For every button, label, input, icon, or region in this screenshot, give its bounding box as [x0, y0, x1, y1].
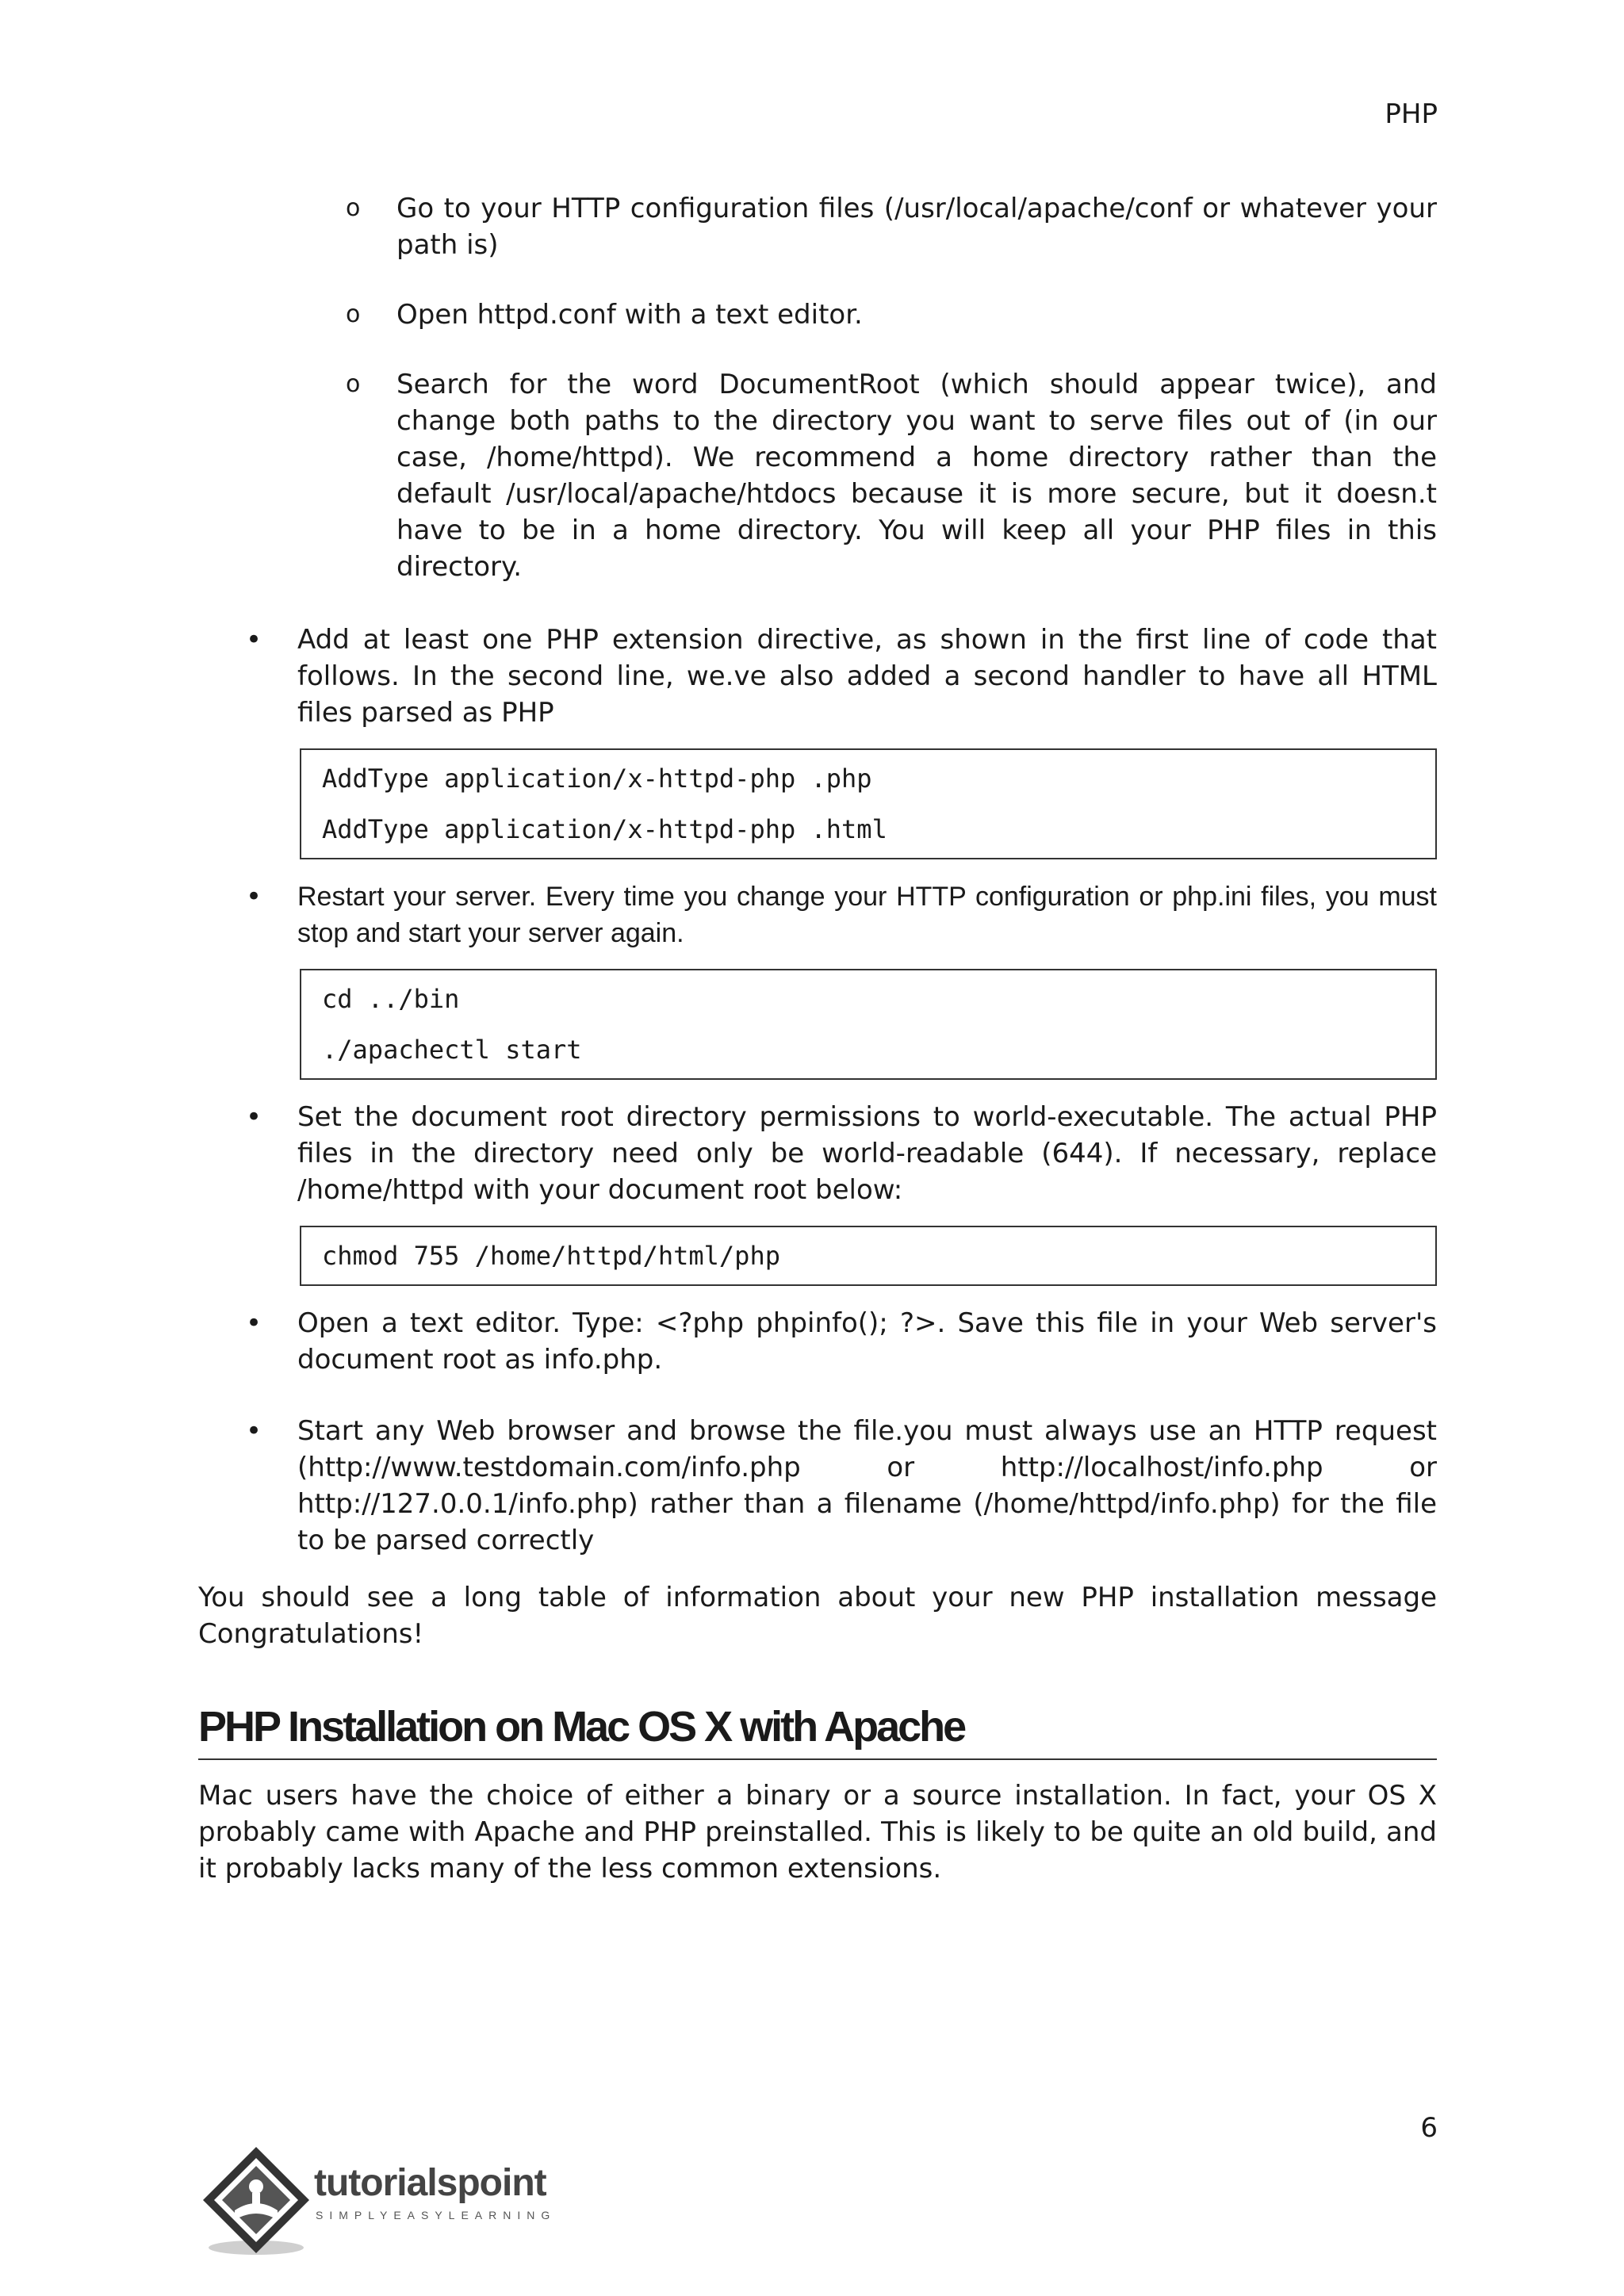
closing-paragraph: You should see a long table of information about your new PHP installation message Congratulations! — [198, 1582, 1437, 1650]
code-block — [300, 969, 1437, 1080]
tutorialspoint-logo — [197, 2141, 641, 2260]
section-heading: PHP Installation on Mac OS X with Apache — [198, 1700, 1437, 1760]
circle-bullet-icon: o — [346, 194, 361, 222]
bullet-icon: • — [246, 1415, 262, 1447]
bullet-icon: • — [246, 624, 262, 656]
running-header: PHP — [1385, 98, 1438, 130]
sub-item-text: Go to your HTTP configuration files (/usr/local/apache/conf or whatever your path is) — [396, 193, 1437, 261]
sub-list-item — [198, 190, 1437, 263]
bullet-icon: • — [246, 1101, 262, 1133]
logo-tagline: SIMPLYEASYLEARNING — [316, 2209, 557, 2221]
bullet-list-item — [198, 878, 1437, 951]
bullet-text: Open a text editor. Type: <?php phpinfo(); ?>. Save this file in your Web server's document root as info.php. — [297, 1307, 1437, 1376]
bullet-icon: • — [246, 1307, 262, 1339]
circle-bullet-icon: o — [346, 300, 361, 328]
circle-bullet-icon: o — [346, 370, 361, 398]
logo-emblem-icon — [197, 2141, 316, 2260]
code-line: ./apachectl start — [322, 1035, 582, 1065]
bullet-list-item — [198, 622, 1437, 731]
code-line: AddType application/x-httpd-php .html — [322, 814, 887, 844]
page-content — [198, 190, 1437, 1887]
sub-list-item — [198, 366, 1437, 585]
code-line: AddType application/x-httpd-php .php — [322, 763, 872, 794]
code-block — [300, 1226, 1437, 1286]
page-number: 6 — [1420, 2112, 1438, 2144]
sub-list-item — [198, 297, 1437, 333]
code-line: cd ../bin — [322, 984, 460, 1014]
code-block — [300, 748, 1437, 859]
code-line: chmod 755 /home/httpd/html/php — [322, 1241, 780, 1271]
bullet-icon: • — [246, 881, 262, 913]
sub-item-text: Open httpd.conf with a text editor. — [396, 299, 863, 331]
sub-item-text: Search for the word DocumentRoot (which should appear twice), and change both paths to the directory you want to serve files out of (in our case, /home/httpd). We recommend a home directory rather than the default /usr/local/apache/htdocs because it is more secure, but it doesn.t have to be in a home directory. You will keep all your PHP files in this directory. — [396, 369, 1437, 583]
section-paragraph: Mac users have the choice of either a binary or a source installation. In fact, your OS X probably came with Apache and PHP preinstalled. This is likely to be quite an old build, and it probably lacks many of the less common extensions. — [198, 1780, 1437, 1885]
bullet-list-item — [198, 1099, 1437, 1208]
logo-wordmark: tutorialspoint — [314, 2162, 546, 2204]
bullet-list-item — [198, 1305, 1437, 1378]
bullet-text: Set the document root directory permissions to world-executable. The actual PHP files in the directory need only be world-readable (644). If necessary, replace /home/httpd with your document root below: — [297, 1101, 1437, 1206]
bullet-list-item — [198, 1413, 1437, 1559]
bullet-text: Start any Web browser and browse the file.you must always use an HTTP request (http://www.testdomain.com/info.php or http://localhost/info.php or http://127.0.0.1/info.php) rather than a filename (/home/httpd/info.php) for the file to be parsed correctly — [297, 1415, 1437, 1556]
bullet-text: Add at least one PHP extension directive, as shown in the first line of code that follows. In the second line, we.ve also added a second handler to have all HTML files parsed as PHP — [297, 624, 1437, 729]
bullet-text: Restart your server. Every time you change your HTTP configuration or php.ini files, you must stop and start your server again. — [297, 882, 1437, 948]
